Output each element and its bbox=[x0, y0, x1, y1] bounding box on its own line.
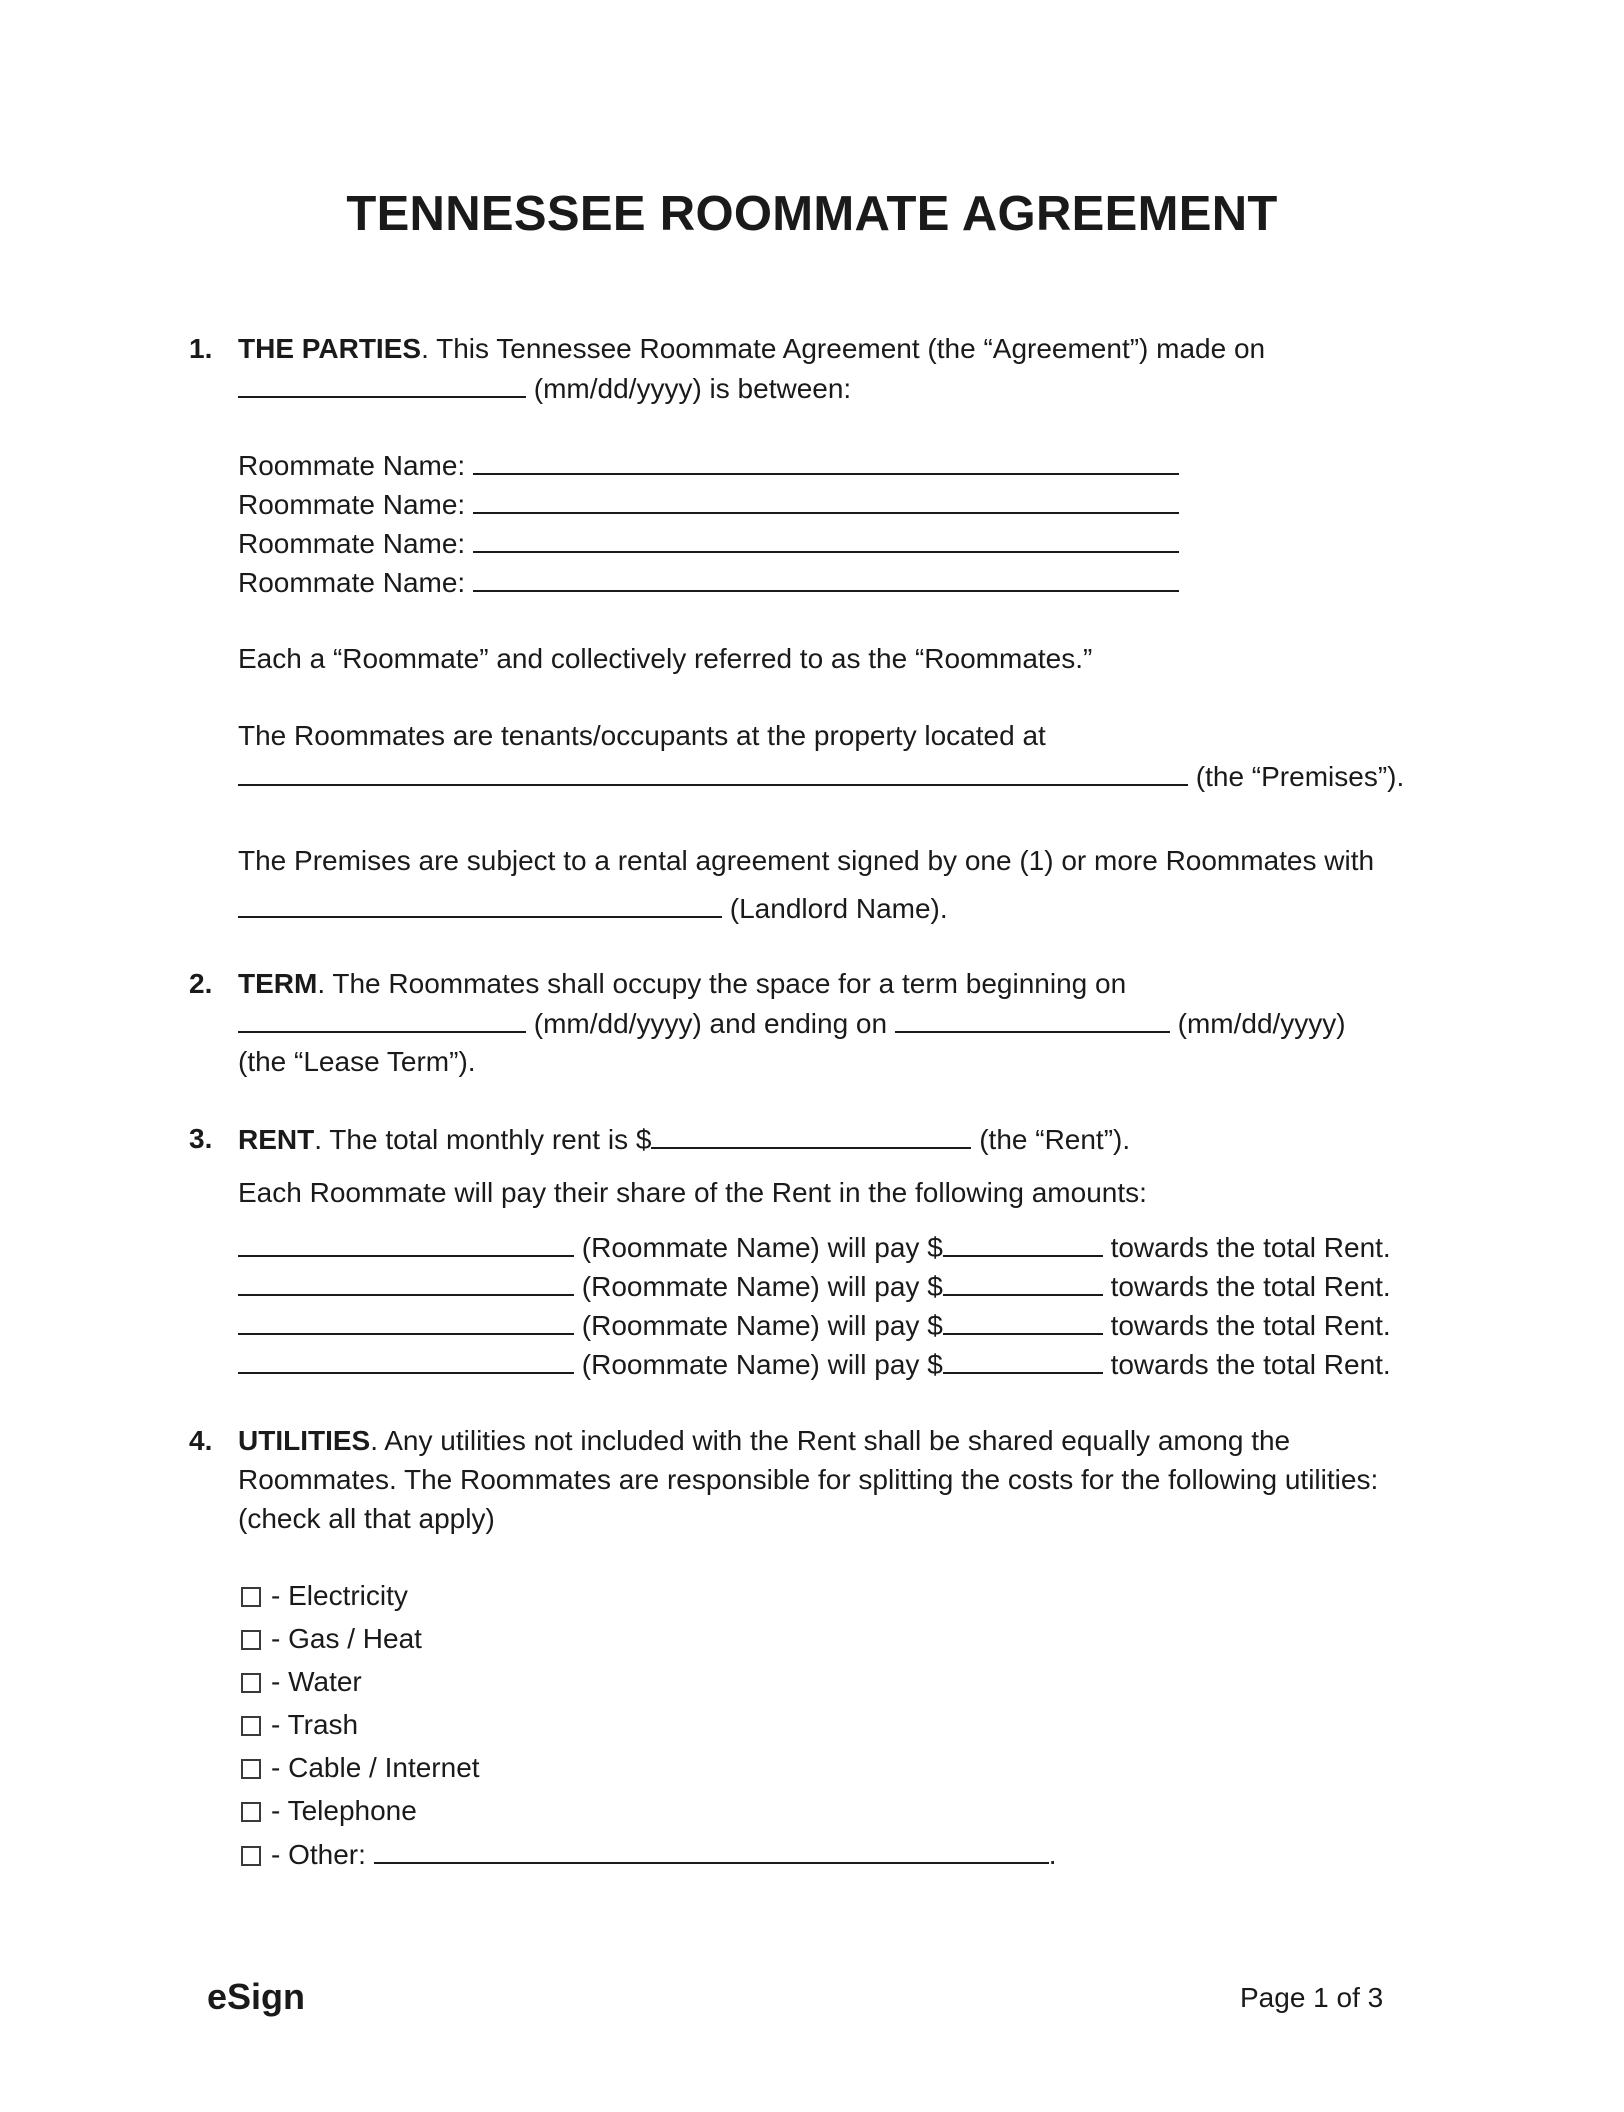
utility-option bbox=[241, 1795, 417, 1827]
utility-option bbox=[241, 1623, 422, 1655]
section-3-text-1: . The total monthly rent is $ bbox=[314, 1124, 652, 1155]
section-2-line-2 bbox=[238, 1007, 1346, 1040]
landlord-name-field[interactable] bbox=[238, 892, 722, 918]
roommate-name-label: Roommate Name: bbox=[238, 567, 466, 598]
rent-row-mid-text: (Roommate Name) will pay $ bbox=[581, 1271, 943, 1302]
term-start-date-field[interactable] bbox=[238, 1007, 526, 1033]
roommate-name-row bbox=[238, 449, 1179, 482]
tenants-text: The Roommates are tenants/occupants at the property located at bbox=[238, 720, 1046, 751]
roommate-name-label: Roommate Name: bbox=[238, 489, 466, 520]
roommate-name-field-3[interactable] bbox=[473, 527, 1179, 553]
rent-roommate-name-field-2[interactable] bbox=[238, 1270, 574, 1296]
utility-checkbox-cable-internet[interactable] bbox=[241, 1759, 261, 1779]
rent-row-end-text: towards the total Rent. bbox=[1110, 1310, 1391, 1341]
section-4-text-1: . Any utilities not included with the Rent shall be shared equally among the bbox=[370, 1425, 1291, 1456]
rent-row-mid-text: (Roommate Name) will pay $ bbox=[581, 1232, 943, 1263]
section-2-text-2b: (mm/dd/yyyy) bbox=[1177, 1008, 1346, 1039]
landlord-text: (Landlord Name). bbox=[729, 893, 948, 924]
utility-option bbox=[241, 1752, 480, 1784]
utility-option bbox=[241, 1580, 408, 1612]
section-1-number: 1. bbox=[189, 333, 213, 364]
section-4-text-3: (check all that apply) bbox=[238, 1503, 495, 1534]
utility-checkbox-trash[interactable] bbox=[241, 1716, 261, 1736]
section-2-line-1 bbox=[238, 968, 1126, 1000]
rent-share-row bbox=[238, 1348, 1391, 1381]
rent-row-mid-text: (Roommate Name) will pay $ bbox=[581, 1310, 943, 1341]
utility-option bbox=[241, 1666, 362, 1698]
rent-roommate-name-field-1[interactable] bbox=[238, 1231, 574, 1257]
utility-label: - Electricity bbox=[271, 1580, 408, 1611]
utility-checkbox-other[interactable] bbox=[241, 1846, 261, 1866]
section-4-number: 4. bbox=[189, 1425, 213, 1456]
agreement-date-field[interactable] bbox=[238, 372, 526, 398]
rent-row-end-text: towards the total Rent. bbox=[1110, 1349, 1391, 1380]
rent-roommate-name-field-4[interactable] bbox=[238, 1348, 574, 1374]
section-1-heading: THE PARTIES bbox=[238, 333, 422, 364]
rent-share-row bbox=[238, 1270, 1391, 1303]
total-rent-field[interactable] bbox=[651, 1123, 971, 1149]
premises-text: (the “Premises”). bbox=[1195, 761, 1405, 792]
utility-checkbox-telephone[interactable] bbox=[241, 1802, 261, 1822]
section-3-text-1b: (the “Rent”). bbox=[979, 1124, 1131, 1155]
utility-other-field[interactable] bbox=[374, 1838, 1049, 1864]
utility-label: - Gas / Heat bbox=[271, 1623, 422, 1654]
section-1-line-2 bbox=[238, 372, 851, 405]
utility-checkbox-water[interactable] bbox=[241, 1673, 261, 1693]
premises-row bbox=[238, 760, 1404, 793]
utility-other-period: . bbox=[1048, 1839, 1057, 1870]
utility-label: - Water bbox=[271, 1666, 362, 1697]
section-1-text-1: . This Tennessee Roommate Agreement (the “Agreement”) made on bbox=[421, 333, 1266, 364]
utility-option bbox=[241, 1838, 1056, 1871]
section-2-number: 2. bbox=[189, 968, 213, 999]
utility-option bbox=[241, 1709, 358, 1741]
section-2-text-1: . The Roommates shall occupy the space for a term beginning on bbox=[317, 968, 1127, 999]
roommates-definition: Each a “Roommate” and collectively referred to as the “Roommates.” bbox=[238, 643, 1093, 674]
lease-term-text: (the “Lease Term”). bbox=[238, 1046, 476, 1077]
rent-row-end-text: towards the total Rent. bbox=[1110, 1271, 1391, 1302]
roommate-name-label: Roommate Name: bbox=[238, 450, 466, 481]
roommate-name-row bbox=[238, 488, 1179, 521]
roommate-name-field-4[interactable] bbox=[473, 566, 1179, 592]
rent-amount-field-1[interactable] bbox=[943, 1231, 1103, 1257]
rent-share-intro: Each Roommate will pay their share of the Rent in the following amounts: bbox=[238, 1177, 1147, 1208]
section-4-line-1 bbox=[238, 1425, 1290, 1457]
rental-agreement-text: The Premises are subject to a rental agreement signed by one (1) or more Roommates with bbox=[238, 845, 1375, 876]
utility-label: - Other: bbox=[271, 1839, 366, 1870]
utility-label: - Trash bbox=[271, 1709, 359, 1740]
utility-label: - Cable / Internet bbox=[271, 1752, 480, 1783]
roommate-name-label: Roommate Name: bbox=[238, 528, 466, 559]
section-2-heading: TERM bbox=[238, 968, 318, 999]
rent-amount-field-4[interactable] bbox=[943, 1348, 1103, 1374]
utility-checkbox-gas-heat[interactable] bbox=[241, 1630, 261, 1650]
section-3-line-1 bbox=[238, 1123, 1130, 1156]
utility-label: - Telephone bbox=[271, 1795, 417, 1826]
section-2-text-2a: (mm/dd/yyyy) and ending on bbox=[533, 1008, 888, 1039]
document-title: TENNESSEE ROOMMATE AGREEMENT bbox=[346, 187, 1278, 241]
roommate-name-row bbox=[238, 566, 1179, 599]
rent-row-mid-text: (Roommate Name) will pay $ bbox=[581, 1349, 943, 1380]
rent-amount-field-2[interactable] bbox=[943, 1270, 1103, 1296]
section-1-text-2: (mm/dd/yyyy) is between: bbox=[533, 373, 852, 404]
roommate-name-field-2[interactable] bbox=[473, 488, 1179, 514]
term-end-date-field[interactable] bbox=[895, 1007, 1170, 1033]
rent-share-row bbox=[238, 1231, 1391, 1264]
landlord-row bbox=[238, 892, 948, 925]
roommate-name-field-1[interactable] bbox=[473, 449, 1179, 475]
section-3-heading: RENT bbox=[238, 1124, 315, 1155]
utility-checkbox-electricity[interactable] bbox=[241, 1587, 261, 1607]
rent-row-end-text: towards the total Rent. bbox=[1110, 1232, 1391, 1263]
section-3-number: 3. bbox=[189, 1123, 213, 1154]
roommate-name-row bbox=[238, 527, 1179, 560]
section-1-line-1 bbox=[238, 333, 1265, 365]
rent-amount-field-3[interactable] bbox=[943, 1309, 1103, 1335]
rent-share-row bbox=[238, 1309, 1391, 1342]
rent-roommate-name-field-3[interactable] bbox=[238, 1309, 574, 1335]
section-4-text-2: Roommates. The Roommates are responsible for splitting the costs for the following utilities: bbox=[238, 1464, 1379, 1495]
premises-address-field[interactable] bbox=[238, 760, 1188, 786]
section-4-heading: UTILITIES bbox=[238, 1425, 371, 1456]
esign-logo: eSign bbox=[207, 1976, 306, 2017]
page-number: Page 1 of 3 bbox=[1240, 1982, 1384, 2013]
